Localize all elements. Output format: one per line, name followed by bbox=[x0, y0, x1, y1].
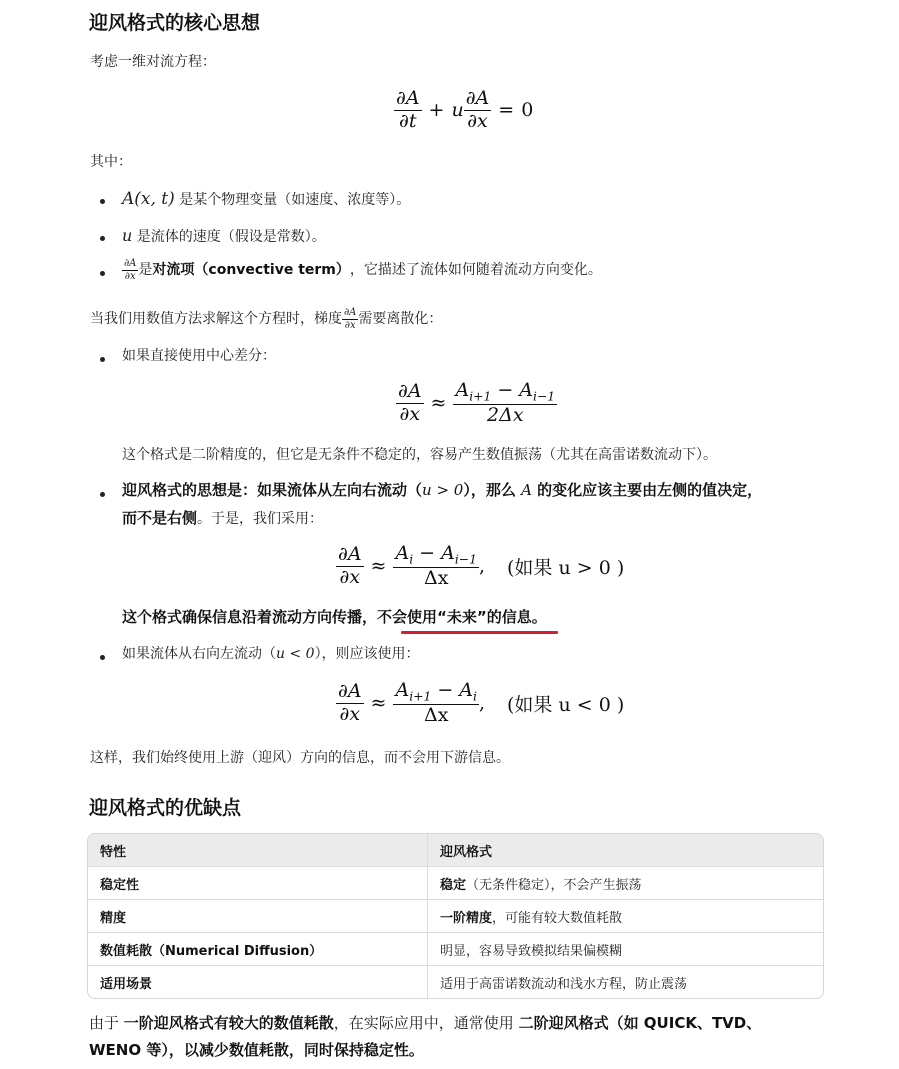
equals-sign: = bbox=[498, 99, 515, 122]
frac-denominator: ∂x bbox=[344, 319, 356, 331]
table-cell-value bbox=[428, 900, 823, 933]
bold-term: 对流项（convective term） bbox=[152, 262, 350, 278]
frac-dAdx-inline bbox=[342, 307, 358, 331]
table-cell-value bbox=[428, 867, 823, 900]
frac-denominator: ∂x bbox=[339, 702, 361, 725]
table-header-cell: 特性 bbox=[88, 834, 428, 867]
bullet-dot bbox=[100, 492, 105, 497]
bold-text: 而不是右侧 bbox=[122, 509, 198, 527]
frac-numerator: ∂A bbox=[338, 542, 362, 565]
plus-sign: + bbox=[428, 99, 445, 122]
frac-lhs bbox=[336, 544, 364, 589]
frac-lhs bbox=[336, 681, 364, 726]
bold-text: 二阶迎风格式（如 QUICK、TVD、 bbox=[518, 1014, 762, 1032]
equation-upwind-negative bbox=[336, 680, 624, 726]
frac-dAdx-inline bbox=[122, 258, 138, 282]
var-A: A bbox=[519, 379, 534, 401]
text: 由于 bbox=[89, 1014, 124, 1032]
bullet-dot bbox=[100, 236, 105, 241]
rhs-zero: 0 bbox=[521, 99, 534, 122]
upwind-idea-line2 bbox=[122, 508, 323, 529]
var-A: A bbox=[441, 542, 455, 564]
frac-rhs bbox=[393, 680, 479, 726]
frac-numerator: ∂A bbox=[124, 258, 137, 269]
bullet-A bbox=[122, 188, 410, 211]
frac-denominator: Δx bbox=[424, 566, 449, 589]
text: 需要离散化： bbox=[358, 311, 443, 327]
var-A: A bbox=[395, 679, 410, 701]
condition-u-lt-0: (如果 u < 0 ) bbox=[507, 693, 625, 716]
approx-sign: ≈ bbox=[370, 555, 387, 578]
minus-sign: − bbox=[437, 679, 454, 701]
text: 适用于高雷诺数流动和浅水方程，防止震荡 bbox=[440, 976, 688, 992]
bullet-dot bbox=[100, 199, 105, 204]
frac-denominator: ∂x bbox=[467, 109, 488, 132]
math-u-gt-0: u > 0 bbox=[422, 481, 464, 499]
table-header-cell: 迎风格式 bbox=[428, 834, 823, 867]
frac-dAdt bbox=[394, 88, 422, 133]
bullet-text: ，它描述了流体如何随着流动方向变化。 bbox=[349, 262, 602, 278]
text: 明显，容易导致模拟结果偏模糊 bbox=[440, 943, 623, 959]
frac-denominator: Δx bbox=[424, 703, 449, 726]
table-header-row bbox=[88, 834, 823, 867]
frac-rhs bbox=[393, 543, 479, 589]
approx-sign: ≈ bbox=[430, 392, 447, 415]
frac-rhs bbox=[453, 380, 557, 426]
text: ，在实际应用中，通常使用 bbox=[333, 1014, 519, 1032]
intro-text: 考虑一维对流方程： bbox=[90, 54, 216, 70]
upwind-note bbox=[122, 607, 547, 627]
var-A: A bbox=[459, 679, 474, 701]
bullet-text: 是 bbox=[138, 262, 153, 278]
subscript: i bbox=[409, 552, 414, 567]
comma: , bbox=[478, 692, 486, 715]
bold-text-underlined: 不会使用“未来”的信息。 bbox=[377, 608, 547, 626]
table-cell-feature: 精度 bbox=[88, 900, 428, 933]
math-A: A bbox=[521, 481, 532, 499]
table-cell-value bbox=[428, 933, 823, 966]
math-u-lt-0: u < 0 bbox=[276, 646, 315, 662]
comma: , bbox=[478, 555, 486, 578]
bold-text: 这个格式确保信息沿着流动方向传播， bbox=[122, 608, 378, 626]
upwind-idea-line1 bbox=[122, 480, 762, 500]
frac-numerator: ∂A bbox=[344, 307, 357, 318]
bold-text: ），那么 bbox=[463, 481, 522, 499]
frac-numerator: ∂A bbox=[338, 679, 362, 702]
bold-text: 稳定 bbox=[440, 877, 467, 893]
var-A: A bbox=[395, 542, 410, 564]
pros-cons-table bbox=[87, 833, 824, 999]
section-title-pros-cons: 迎风格式的优缺点 bbox=[89, 797, 242, 819]
equation-advection bbox=[394, 88, 533, 133]
minus-sign: − bbox=[497, 379, 514, 401]
conclusion-line1 bbox=[89, 1013, 761, 1033]
bullet-upwind-negative bbox=[122, 644, 420, 664]
bullet-u bbox=[122, 225, 326, 248]
table-cell-value bbox=[428, 966, 823, 998]
where-text: 其中： bbox=[90, 154, 132, 170]
approx-sign: ≈ bbox=[370, 692, 387, 715]
subscript: i+1 bbox=[469, 389, 492, 404]
bullet-dot bbox=[100, 271, 105, 276]
frac-numerator: ∂A bbox=[396, 87, 420, 109]
var-u: u bbox=[451, 99, 464, 122]
table-row bbox=[88, 966, 823, 998]
text: 当我们用数值方法求解这个方程时，梯度 bbox=[90, 311, 342, 327]
minus-sign: − bbox=[419, 542, 436, 564]
frac-denominator: ∂t bbox=[399, 109, 417, 132]
frac-numerator: ∂A bbox=[465, 87, 490, 109]
math-u: u bbox=[122, 226, 133, 245]
table-cell-feature: 适用场景 bbox=[88, 966, 428, 998]
bullet-central: 如果直接使用中心差分： bbox=[122, 348, 276, 364]
bullet-text: 是某个物理变量（如速度、浓度等）。 bbox=[174, 192, 411, 208]
table-row bbox=[88, 900, 823, 933]
summary-text: 这样，我们始终使用上游（迎风）方向的信息，而不会用下游信息。 bbox=[90, 750, 510, 766]
bullet-convective bbox=[122, 258, 602, 282]
text: ），则应该使用： bbox=[314, 646, 420, 662]
bold-text: 一阶迎风格式有较大的数值耗散 bbox=[123, 1014, 334, 1032]
conclusion-line2: WENO 等），以减少数值耗散，同时保持稳定性。 bbox=[89, 1041, 424, 1059]
bold-text: 的变化应该主要由左侧的值决定， bbox=[531, 481, 763, 499]
equation-central-difference bbox=[396, 380, 557, 426]
central-note: 这个格式是二阶精度的，但它是无条件不稳定的，容易产生数值振荡（尤其在高雷诺数流动下）。 bbox=[122, 447, 717, 463]
subscript: i−1 bbox=[454, 552, 477, 567]
frac-lhs bbox=[396, 381, 424, 426]
subscript: i−1 bbox=[533, 389, 556, 404]
table-row bbox=[88, 933, 823, 966]
math-A-x-t: A(x, t) bbox=[122, 189, 175, 209]
bullet-dot bbox=[100, 655, 105, 660]
table-cell-feature: 数值耗散（Numerical Diffusion） bbox=[88, 933, 428, 966]
text: 。于是，我们采用： bbox=[197, 511, 324, 527]
frac-denominator: ∂x bbox=[399, 402, 421, 425]
discretize-text bbox=[90, 307, 442, 331]
bullet-text: 是流体的速度（假设是常数）。 bbox=[132, 229, 326, 245]
subscript: i+1 bbox=[409, 689, 432, 704]
frac-denominator: 2Δx bbox=[487, 403, 524, 426]
frac-dAdx bbox=[464, 88, 492, 133]
bold-text: 一阶精度 bbox=[440, 910, 493, 926]
text: ，可能有较大数值耗散 bbox=[492, 910, 623, 926]
table-cell-feature: 稳定性 bbox=[88, 867, 428, 900]
table-row bbox=[88, 867, 823, 900]
bullet-dot bbox=[100, 357, 105, 362]
frac-denominator: ∂x bbox=[124, 270, 136, 282]
frac-denominator: ∂x bbox=[339, 565, 361, 588]
bold-text: 迎风格式的思想是：如果流体从左向右流动（ bbox=[122, 481, 423, 499]
subscript: i bbox=[473, 689, 477, 704]
text: （无条件稳定），不会产生振荡 bbox=[466, 877, 642, 893]
section-title-core-idea: 迎风格式的核心思想 bbox=[89, 12, 261, 34]
var-A: A bbox=[455, 379, 470, 401]
text: 如果流体从右向左流动（ bbox=[122, 646, 276, 662]
equation-upwind-positive bbox=[336, 543, 624, 589]
condition-u-gt-0: (如果 u > 0 ) bbox=[507, 556, 625, 579]
frac-numerator: ∂A bbox=[398, 379, 422, 402]
red-underline-annotation bbox=[401, 631, 558, 634]
